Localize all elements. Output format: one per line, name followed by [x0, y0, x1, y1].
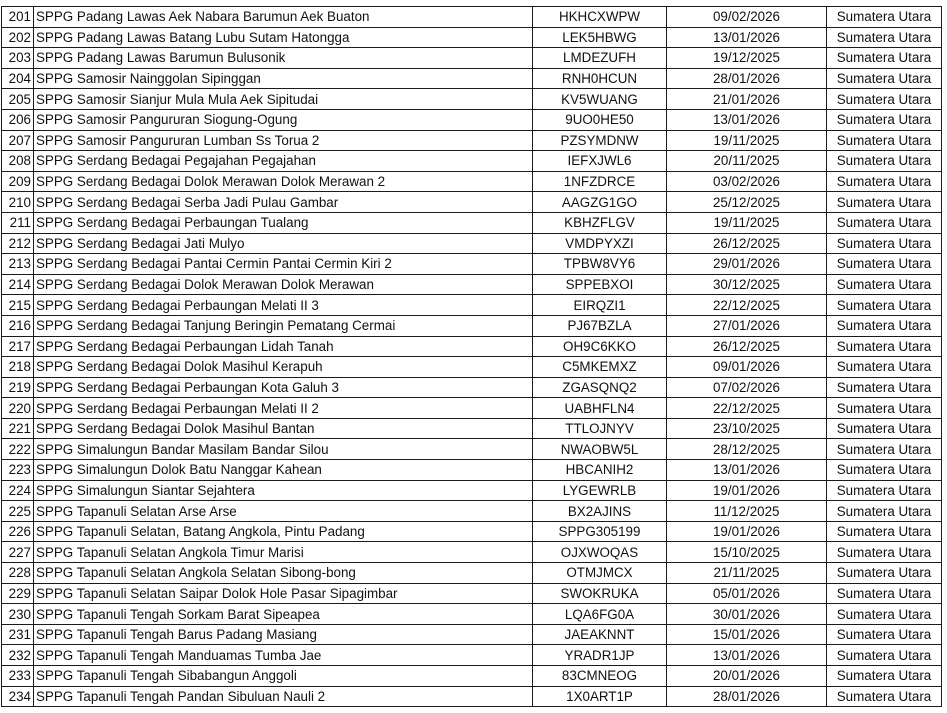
table-row: [2, 480, 942, 501]
row-number: 230: [2, 604, 34, 625]
table-row: [2, 563, 942, 584]
row-number: 232: [2, 645, 34, 666]
row-number: 216: [2, 315, 34, 336]
registration-date: 22/12/2025: [667, 398, 827, 419]
registration-code: TPBW8VY6: [533, 254, 667, 275]
table-row: [2, 171, 942, 192]
kitchen-name: SPPG Samosir Nainggolan Sipinggan: [34, 68, 533, 89]
row-number: 207: [2, 130, 34, 151]
kitchen-name: SPPG Samosir Pangururan Lumban Ss Torua 2: [34, 130, 533, 151]
registration-code: TTLOJNYV: [533, 418, 667, 439]
registration-date: 15/10/2025: [667, 542, 827, 563]
registration-code: PZSYMDNW: [533, 130, 667, 151]
kitchen-name: SPPG Serdang Bedagai Perbaungan Melati II 2: [34, 398, 533, 419]
row-number: 233: [2, 666, 34, 687]
registration-date: 19/11/2025: [667, 212, 827, 233]
registration-date: 28/12/2025: [667, 439, 827, 460]
kitchen-name: SPPG Serdang Bedagai Serba Jadi Pulau Gambar: [34, 192, 533, 213]
table-row: [2, 604, 942, 625]
registration-date: 19/11/2025: [667, 130, 827, 151]
row-number: 213: [2, 254, 34, 275]
table-row: [2, 501, 942, 522]
province: Sumatera Utara: [827, 563, 942, 584]
table-row: [2, 418, 942, 439]
registration-code: ZGASQNQ2: [533, 377, 667, 398]
registration-date: 29/01/2026: [667, 254, 827, 275]
row-number: 212: [2, 233, 34, 254]
row-number: 229: [2, 583, 34, 604]
registration-date: 20/01/2026: [667, 666, 827, 687]
registration-code: EIRQZI1: [533, 295, 667, 316]
row-number: 209: [2, 171, 34, 192]
registration-code: LMDEZUFH: [533, 48, 667, 69]
registration-code: OJXWOQAS: [533, 542, 667, 563]
kitchen-name: SPPG Tapanuli Tengah Pandan Sibuluan Nauli 2: [34, 686, 533, 707]
registration-date: 21/11/2025: [667, 563, 827, 584]
registration-date: 26/12/2025: [667, 336, 827, 357]
row-number: 228: [2, 563, 34, 584]
table-row: [2, 233, 942, 254]
registration-code: 83CMNEOG: [533, 666, 667, 687]
registration-code: AAGZG1GO: [533, 192, 667, 213]
row-number: 202: [2, 27, 34, 48]
registration-code: KV5WUANG: [533, 89, 667, 110]
registration-date: 13/01/2026: [667, 460, 827, 481]
row-number: 201: [2, 7, 34, 28]
registration-code: SPPG305199: [533, 521, 667, 542]
province: Sumatera Utara: [827, 583, 942, 604]
kitchen-name: SPPG Simalungun Dolok Batu Nanggar Kahean: [34, 460, 533, 481]
registration-code: LQA6FG0A: [533, 604, 667, 625]
row-number: 206: [2, 109, 34, 130]
kitchen-name: SPPG Tapanuli Selatan, Batang Angkola, Pintu Padang: [34, 521, 533, 542]
province: Sumatera Utara: [827, 686, 942, 707]
table-row: [2, 377, 942, 398]
registration-date: 13/01/2026: [667, 109, 827, 130]
table-row: [2, 439, 942, 460]
province: Sumatera Utara: [827, 357, 942, 378]
row-number: 222: [2, 439, 34, 460]
kitchen-name: SPPG Serdang Bedagai Perbaungan Lidah Tanah: [34, 336, 533, 357]
province: Sumatera Utara: [827, 336, 942, 357]
row-number: 224: [2, 480, 34, 501]
sppg-registry-table: [1, 6, 942, 707]
province: Sumatera Utara: [827, 521, 942, 542]
kitchen-name: SPPG Samosir Sianjur Mula Mula Aek Sipitudai: [34, 89, 533, 110]
row-number: 203: [2, 48, 34, 69]
table-row: [2, 212, 942, 233]
row-number: 231: [2, 624, 34, 645]
kitchen-name: SPPG Padang Lawas Barumun Bulusonik: [34, 48, 533, 69]
province: Sumatera Utara: [827, 233, 942, 254]
row-number: 217: [2, 336, 34, 357]
kitchen-name: SPPG Serdang Bedagai Dolok Merawan Dolok Merawan: [34, 274, 533, 295]
row-number: 210: [2, 192, 34, 213]
registration-code: BX2AJINS: [533, 501, 667, 522]
table-row: [2, 542, 942, 563]
province: Sumatera Utara: [827, 274, 942, 295]
province: Sumatera Utara: [827, 315, 942, 336]
registration-date: 13/01/2026: [667, 27, 827, 48]
province: Sumatera Utara: [827, 171, 942, 192]
table-row: [2, 130, 942, 151]
province: Sumatera Utara: [827, 480, 942, 501]
kitchen-name: SPPG Serdang Bedagai Dolok Merawan Dolok Merawan 2: [34, 171, 533, 192]
registration-code: HBCANIH2: [533, 460, 667, 481]
table-row: [2, 109, 942, 130]
registration-date: 03/02/2026: [667, 171, 827, 192]
registration-code: IEFXJWL6: [533, 151, 667, 172]
kitchen-name: SPPG Serdang Bedagai Dolok Masihul Kerapuh: [34, 357, 533, 378]
province: Sumatera Utara: [827, 604, 942, 625]
registration-date: 28/01/2026: [667, 68, 827, 89]
province: Sumatera Utara: [827, 109, 942, 130]
province: Sumatera Utara: [827, 254, 942, 275]
registration-date: 28/01/2026: [667, 686, 827, 707]
registration-date: 30/12/2025: [667, 274, 827, 295]
registration-date: 30/01/2026: [667, 604, 827, 625]
province: Sumatera Utara: [827, 27, 942, 48]
kitchen-name: SPPG Samosir Pangururan Siogung-Ogung: [34, 109, 533, 130]
registration-date: 23/10/2025: [667, 418, 827, 439]
registration-code: VMDPYXZI: [533, 233, 667, 254]
registration-date: 07/02/2026: [667, 377, 827, 398]
row-number: 225: [2, 501, 34, 522]
registration-code: SPPEBXOI: [533, 274, 667, 295]
table-row: [2, 7, 942, 28]
kitchen-name: SPPG Serdang Bedagai Dolok Masihul Bantan: [34, 418, 533, 439]
registry-sheet: [0, 6, 947, 707]
table-row: [2, 666, 942, 687]
kitchen-name: SPPG Serdang Bedagai Perbaungan Kota Galuh 3: [34, 377, 533, 398]
row-number: 205: [2, 89, 34, 110]
registration-date: 25/12/2025: [667, 192, 827, 213]
province: Sumatera Utara: [827, 645, 942, 666]
kitchen-name: SPPG Tapanuli Selatan Saipar Dolok Hole Pasar Sipagimbar: [34, 583, 533, 604]
registration-date: 19/01/2026: [667, 521, 827, 542]
table-row: [2, 27, 942, 48]
row-number: 220: [2, 398, 34, 419]
registration-date: 21/01/2026: [667, 89, 827, 110]
table-row: [2, 624, 942, 645]
province: Sumatera Utara: [827, 192, 942, 213]
row-number: 218: [2, 357, 34, 378]
table-row: [2, 521, 942, 542]
kitchen-name: SPPG Serdang Bedagai Tanjung Beringin Pematang Cermai: [34, 315, 533, 336]
kitchen-name: SPPG Tapanuli Tengah Barus Padang Masiang: [34, 624, 533, 645]
row-number: 219: [2, 377, 34, 398]
registration-code: SWOKRUKA: [533, 583, 667, 604]
registration-code: NWAOBW5L: [533, 439, 667, 460]
table-row: [2, 460, 942, 481]
province: Sumatera Utara: [827, 418, 942, 439]
province: Sumatera Utara: [827, 501, 942, 522]
registration-code: LEK5HBWG: [533, 27, 667, 48]
table-row: [2, 274, 942, 295]
row-number: 223: [2, 460, 34, 481]
row-number: 221: [2, 418, 34, 439]
province: Sumatera Utara: [827, 624, 942, 645]
table-row: [2, 89, 942, 110]
kitchen-name: SPPG Serdang Bedagai Pantai Cermin Pantai Cermin Kiri 2: [34, 254, 533, 275]
row-number: 211: [2, 212, 34, 233]
province: Sumatera Utara: [827, 398, 942, 419]
table-body: [2, 7, 942, 707]
registration-code: LYGEWRLB: [533, 480, 667, 501]
province: Sumatera Utara: [827, 151, 942, 172]
registration-date: 27/01/2026: [667, 315, 827, 336]
table-row: [2, 357, 942, 378]
kitchen-name: SPPG Tapanuli Tengah Manduamas Tumba Jae: [34, 645, 533, 666]
province: Sumatera Utara: [827, 212, 942, 233]
province: Sumatera Utara: [827, 68, 942, 89]
table-row: [2, 645, 942, 666]
registration-code: 1NFZDRCE: [533, 171, 667, 192]
province: Sumatera Utara: [827, 542, 942, 563]
table-row: [2, 398, 942, 419]
kitchen-name: SPPG Serdang Bedagai Perbaungan Melati II 3: [34, 295, 533, 316]
table-row: [2, 68, 942, 89]
registration-code: PJ67BZLA: [533, 315, 667, 336]
table-row: [2, 192, 942, 213]
province: Sumatera Utara: [827, 48, 942, 69]
table-row: [2, 336, 942, 357]
kitchen-name: SPPG Simalungun Bandar Masilam Bandar Silou: [34, 439, 533, 460]
table-row: [2, 254, 942, 275]
registration-date: 13/01/2026: [667, 645, 827, 666]
registration-code: 9UO0HE50: [533, 109, 667, 130]
table-row: [2, 48, 942, 69]
registration-date: 09/02/2026: [667, 7, 827, 28]
registration-code: 1X0ART1P: [533, 686, 667, 707]
row-number: 214: [2, 274, 34, 295]
registration-code: OTMJMCX: [533, 563, 667, 584]
registration-code: UABHFLN4: [533, 398, 667, 419]
province: Sumatera Utara: [827, 89, 942, 110]
registration-date: 05/01/2026: [667, 583, 827, 604]
kitchen-name: SPPG Tapanuli Tengah Sorkam Barat Sipeapea: [34, 604, 533, 625]
province: Sumatera Utara: [827, 666, 942, 687]
row-number: 215: [2, 295, 34, 316]
kitchen-name: SPPG Simalungun Siantar Sejahtera: [34, 480, 533, 501]
row-number: 208: [2, 151, 34, 172]
table-row: [2, 151, 942, 172]
kitchen-name: SPPG Tapanuli Tengah Sibabangun Anggoli: [34, 666, 533, 687]
registration-date: 19/12/2025: [667, 48, 827, 69]
registration-date: 09/01/2026: [667, 357, 827, 378]
kitchen-name: SPPG Serdang Bedagai Perbaungan Tualang: [34, 212, 533, 233]
kitchen-name: SPPG Tapanuli Selatan Angkola Timur Marisi: [34, 542, 533, 563]
province: Sumatera Utara: [827, 295, 942, 316]
province: Sumatera Utara: [827, 7, 942, 28]
registration-code: HKHCXWPW: [533, 7, 667, 28]
registration-code: C5MKEMXZ: [533, 357, 667, 378]
row-number: 204: [2, 68, 34, 89]
registration-code: KBHZFLGV: [533, 212, 667, 233]
province: Sumatera Utara: [827, 130, 942, 151]
registration-code: YRADR1JP: [533, 645, 667, 666]
registration-date: 26/12/2025: [667, 233, 827, 254]
registration-date: 22/12/2025: [667, 295, 827, 316]
row-number: 234: [2, 686, 34, 707]
registration-date: 15/01/2026: [667, 624, 827, 645]
table-row: [2, 295, 942, 316]
province: Sumatera Utara: [827, 377, 942, 398]
province: Sumatera Utara: [827, 439, 942, 460]
province: Sumatera Utara: [827, 460, 942, 481]
kitchen-name: SPPG Padang Lawas Batang Lubu Sutam Hatongga: [34, 27, 533, 48]
table-row: [2, 583, 942, 604]
table-row: [2, 315, 942, 336]
registration-code: JAEAKNNT: [533, 624, 667, 645]
kitchen-name: SPPG Serdang Bedagai Pegajahan Pegajahan: [34, 151, 533, 172]
registration-date: 11/12/2025: [667, 501, 827, 522]
kitchen-name: SPPG Padang Lawas Aek Nabara Barumun Aek Buaton: [34, 7, 533, 28]
registration-code: RNH0HCUN: [533, 68, 667, 89]
kitchen-name: SPPG Tapanuli Selatan Angkola Selatan Sibong-bong: [34, 563, 533, 584]
registration-date: 19/01/2026: [667, 480, 827, 501]
row-number: 227: [2, 542, 34, 563]
row-number: 226: [2, 521, 34, 542]
table-row: [2, 686, 942, 707]
kitchen-name: SPPG Tapanuli Selatan Arse Arse: [34, 501, 533, 522]
kitchen-name: SPPG Serdang Bedagai Jati Mulyo: [34, 233, 533, 254]
registration-code: OH9C6KKO: [533, 336, 667, 357]
registration-date: 20/11/2025: [667, 151, 827, 172]
